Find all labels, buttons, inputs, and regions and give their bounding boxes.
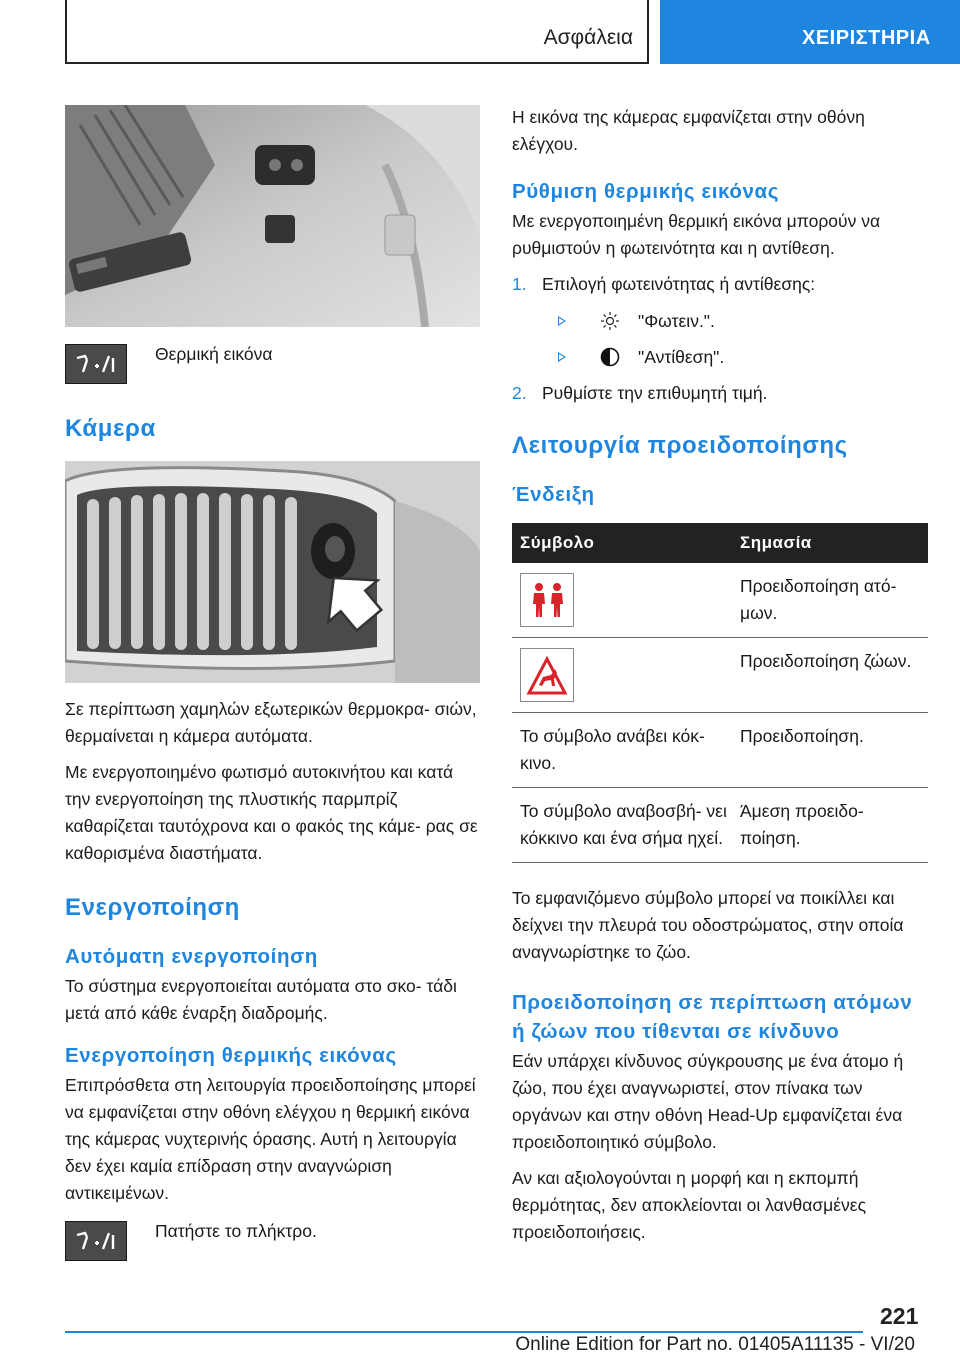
danger-paragraph-2: Αν και αξιολογούνται η μορφή και η εκπομπή θερμότητας, δεν αποκλείονται οι λανθασμένες προειδοποιήσεις. xyxy=(512,1168,867,1242)
table-row xyxy=(512,638,928,713)
header-section-box xyxy=(65,0,649,64)
camera-paragraph-2: Με ενεργοποιημένο φωτισμό αυτοκινήτου και κατά την ενεργοποίηση της πλυστικής παρμπρίζ καθαρίζεται ταυτόχρονα και ο φακός της κάμε- ρας σε καθορισμένα διαστήματα. xyxy=(65,762,478,863)
danger-heading: Προειδοποίηση σε περίπτωση ατόμων ή ζώων που τίθενται σε κίνδυνο xyxy=(512,991,913,1043)
table-cell xyxy=(512,563,736,638)
table-row xyxy=(512,713,928,788)
option-item xyxy=(542,344,928,371)
footer-edition: Online Edition for Part no. 01405A11135 - VI/20 xyxy=(515,1334,915,1355)
adjust-heading: Ρύθμιση θερμικής εικόνας xyxy=(512,180,779,203)
thermal-image-button-icon[interactable] xyxy=(65,344,127,384)
table-cell: Άμεση προειδο- ποίηση. xyxy=(736,788,928,863)
animal-warning-icon xyxy=(520,648,574,702)
option-label: "Φωτειν.". xyxy=(638,311,715,331)
section-title: Ασφάλεια xyxy=(543,26,633,49)
auto-activation-paragraph: Το σύστημα ενεργοποιείται αυτόματα στο σκο- τάδι μετά από κάθε έναρξη διαδρομής. xyxy=(65,976,457,1023)
contrast-icon xyxy=(600,347,620,367)
bullet-triangle-icon xyxy=(558,352,566,362)
steps-list xyxy=(512,271,928,407)
adjust-paragraph: Με ενεργοποιημένη θερμική εικόνα μπορούν να ρυθμιστούν η φωτεινότητα και η αντίθεση. xyxy=(512,211,881,258)
step-number: 2. xyxy=(512,383,527,403)
column-header: Σημασία xyxy=(736,523,928,563)
left-column xyxy=(65,105,480,1261)
right-column xyxy=(512,104,928,1255)
thermal-key-row xyxy=(65,344,480,384)
camera-paragraph-1: Σε περίπτωση χαμηλών εξωτερικών θερμοκρα- σιών, θερμαίνεται η κάμερα αυτόματα. xyxy=(65,699,477,746)
option-item xyxy=(542,308,928,335)
column-header: Σύμβολο xyxy=(512,523,736,563)
camera-grille-photo xyxy=(65,461,480,683)
step-text: Ρυθμίστε την επιθυμητή τιμή. xyxy=(542,383,768,403)
table-row xyxy=(512,563,928,638)
table-cell xyxy=(512,638,736,713)
step-number: 1. xyxy=(512,274,527,294)
footer-divider xyxy=(65,1331,863,1333)
options-list xyxy=(542,308,928,371)
dashboard-photo xyxy=(65,105,480,327)
table-header-row xyxy=(512,523,928,563)
table-cell: Προειδοποίηση ζώων. xyxy=(736,638,928,713)
bullet-triangle-icon xyxy=(558,316,566,326)
step-item xyxy=(512,380,928,407)
symbol-table xyxy=(512,523,928,863)
step-item xyxy=(512,271,928,371)
brightness-icon xyxy=(600,311,620,331)
press-key-row xyxy=(65,1221,480,1261)
activation-heading: Ενεργοποίηση xyxy=(65,894,240,921)
danger-paragraph-1: Εάν υπάρχει κίνδυνος σύγκρουσης με ένα άτομο ή ζώο, που έχει αναγνωριστεί, στον πίνακα των οργάνων και στην οθόνη Head-Up εμφανίζεται ένα προειδοποιητικό σύμβολο. xyxy=(512,1051,904,1152)
option-label: "Αντίθεση". xyxy=(638,347,725,367)
thermal-button-icon[interactable] xyxy=(65,1221,127,1261)
chapter-title: ΧΕΙΡΙΣΤΗΡΙΑ xyxy=(802,27,931,49)
thermal-activation-paragraph: Επιπρόσθετα στη λειτουργία προειδοποίησης μπορεί να εμφανίζεται στην οθόνη ελέγχου η θερμική εικόνα της κάμερας νυχτερινής όρασης. Αυτή η λειτουργία δεν έχει καμία επίδραση στην αναγνώριση αντικειμένων. xyxy=(65,1075,476,1203)
thermal-image-caption: Θερμική εικόνα xyxy=(155,344,273,364)
table-cell: Το σύμβολο αναβοσβή- νει κόκκινο και ένα σήμα ηχεί. xyxy=(512,788,736,863)
page-number: 221 xyxy=(880,1303,919,1329)
header-chapter-tab[interactable] xyxy=(660,0,960,64)
table-cell: Προειδοποίηση ατό- μων. xyxy=(736,563,928,638)
person-warning-icon xyxy=(520,573,574,627)
press-key-text: Πατήστε το πλήκτρο. xyxy=(155,1221,317,1241)
table-cell: Προειδοποίηση. xyxy=(736,713,928,788)
table-cell: Το σύμβολο ανάβει κόκ- κινο. xyxy=(512,713,736,788)
camera-heading: Κάμερα xyxy=(65,415,156,442)
thermal-activation-heading: Ενεργοποίηση θερμικής εικόνας xyxy=(65,1044,397,1067)
warning-function-heading: Λειτουργία προειδοποίησης xyxy=(512,432,848,459)
table-row xyxy=(512,788,928,863)
intro-paragraph: Η εικόνα της κάμερας εμφανίζεται στην οθόνη ελέγχου. xyxy=(512,107,865,154)
step-text: Επιλογή φωτεινότητας ή αντίθεσης: xyxy=(542,274,816,294)
symbol-varies-paragraph: Το εμφανιζόμενο σύμβολο μπορεί να ποικίλλει και δείχνει την πλευρά του οδοστρώματος, στην οποία αναγνωρίστηκε το ζώο. xyxy=(512,888,904,962)
auto-activation-heading: Αυτόματη ενεργοποίηση xyxy=(65,945,318,968)
display-heading: Ένδειξη xyxy=(512,483,595,506)
